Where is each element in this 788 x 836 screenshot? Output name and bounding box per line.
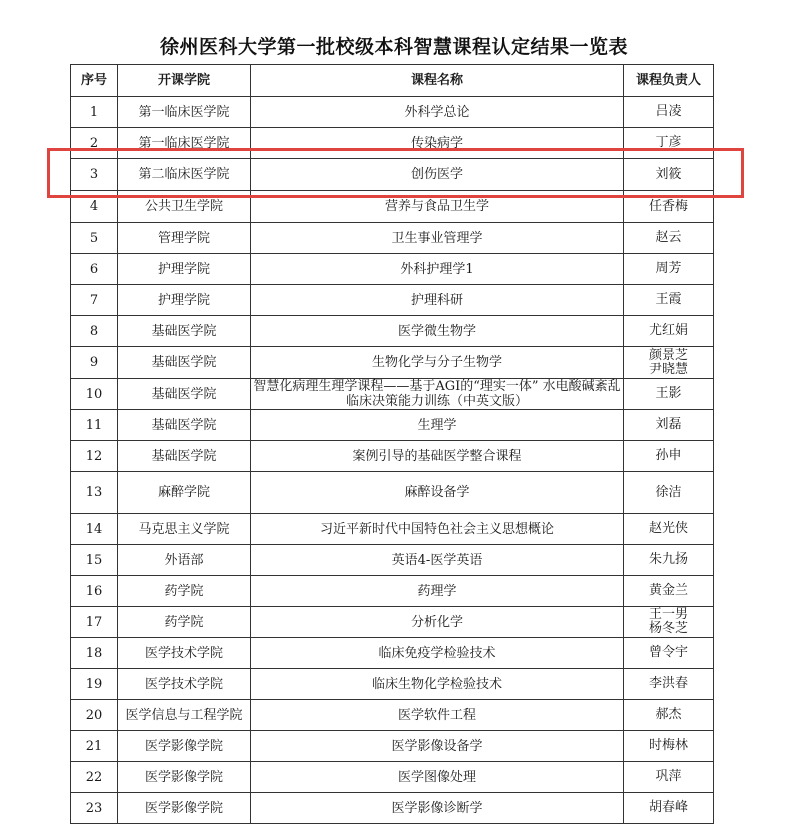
lead-name: 杨冬芝 <box>648 621 688 636</box>
table-row <box>71 128 714 159</box>
cell-course: 外科学总论 <box>251 97 624 128</box>
cell-no: 16 <box>71 576 118 607</box>
cell-school: 基础医学院 <box>118 316 251 347</box>
cell-no: 6 <box>71 254 118 285</box>
cell-school: 第一临床医学院 <box>118 128 251 159</box>
cell-lead <box>624 159 714 191</box>
lead-name: 胡春峰 <box>648 800 688 815</box>
lead-name: 吕凌 <box>655 104 682 119</box>
lead-name: 刘筱 <box>655 166 682 182</box>
table-header-row <box>71 65 714 97</box>
cell-no: 8 <box>71 316 118 347</box>
lead-name: 任香梅 <box>648 198 688 214</box>
table-row <box>71 607 714 638</box>
cell-school: 外语部 <box>118 545 251 576</box>
table-row <box>71 97 714 128</box>
cell-no: 3 <box>71 159 118 191</box>
cell-lead <box>624 638 714 669</box>
cell-no: 10 <box>71 379 118 410</box>
table-row <box>71 285 714 316</box>
cell-course: 生物化学与分子生物学 <box>251 347 624 379</box>
cell-lead <box>624 576 714 607</box>
cell-course: 医学软件工程 <box>251 700 624 731</box>
cell-school: 管理学院 <box>118 223 251 254</box>
lead-name: 巩萍 <box>655 769 682 784</box>
lead-name: 朱九扬 <box>648 552 688 567</box>
table-row <box>71 191 714 223</box>
cell-no: 7 <box>71 285 118 316</box>
cell-lead <box>624 316 714 347</box>
cell-course: 药理学 <box>251 576 624 607</box>
table-row <box>71 638 714 669</box>
lead-name: 曾令宇 <box>648 645 688 660</box>
cell-course: 医学图像处理 <box>251 762 624 793</box>
lead-name: 孙申 <box>655 448 682 463</box>
table-row <box>71 472 714 514</box>
cell-course: 营养与食品卫生学 <box>251 191 624 223</box>
cell-school: 马克思主义学院 <box>118 514 251 545</box>
cell-school: 医学影像学院 <box>118 731 251 762</box>
cell-lead <box>624 731 714 762</box>
cell-course: 医学微生物学 <box>251 316 624 347</box>
cell-school: 基础医学院 <box>118 347 251 379</box>
table-row <box>71 731 714 762</box>
cell-school: 麻醉学院 <box>118 472 251 514</box>
cell-lead <box>624 128 714 159</box>
cell-lead <box>624 545 714 576</box>
table-row <box>71 762 714 793</box>
cell-lead <box>624 514 714 545</box>
table-row <box>71 254 714 285</box>
cell-school: 药学院 <box>118 576 251 607</box>
cell-course: 外科护理学1 <box>251 254 624 285</box>
cell-school: 基础医学院 <box>118 410 251 441</box>
cell-lead <box>624 669 714 700</box>
lead-name: 王影 <box>655 386 682 401</box>
cell-course: 创伤医学 <box>251 159 624 191</box>
lead-name: 丁彦 <box>655 135 682 150</box>
cell-school: 基础医学院 <box>118 379 251 410</box>
table-row <box>71 316 714 347</box>
cell-course: 护理科研 <box>251 285 624 316</box>
table-row <box>71 410 714 441</box>
cell-school: 医学技术学院 <box>118 669 251 700</box>
lead-name: 李洪春 <box>648 676 688 691</box>
cell-school: 护理学院 <box>118 285 251 316</box>
cell-no: 2 <box>71 128 118 159</box>
cell-no: 14 <box>71 514 118 545</box>
lead-name: 尹晓慧 <box>648 361 688 377</box>
lead-name: 时梅林 <box>648 738 688 753</box>
cell-lead <box>624 379 714 410</box>
table-row <box>71 545 714 576</box>
cell-lead <box>624 97 714 128</box>
cell-course: 卫生事业管理学 <box>251 223 624 254</box>
lead-name: 王一男 <box>648 607 688 622</box>
table-row <box>71 514 714 545</box>
cell-school: 药学院 <box>118 607 251 638</box>
lead-name: 赵云 <box>655 230 682 245</box>
cell-lead <box>624 191 714 223</box>
table-row <box>71 223 714 254</box>
cell-school: 医学技术学院 <box>118 638 251 669</box>
lead-name: 尤红娟 <box>648 323 688 338</box>
document-title: 徐州医科大学第一批校级本科智慧课程认定结果一览表 <box>159 36 628 58</box>
cell-lead <box>624 347 714 379</box>
header-school: 开课学院 <box>118 65 251 97</box>
cell-no: 13 <box>71 472 118 514</box>
cell-no: 23 <box>71 793 118 824</box>
table-row <box>71 379 714 410</box>
cell-lead <box>624 410 714 441</box>
table-row <box>71 347 714 379</box>
cell-no: 20 <box>71 700 118 731</box>
lead-name: 颜景芝 <box>648 347 688 363</box>
cell-no: 4 <box>71 191 118 223</box>
lead-name: 徐洁 <box>655 484 682 500</box>
cell-no: 1 <box>71 97 118 128</box>
cell-no: 22 <box>71 762 118 793</box>
cell-school: 医学信息与工程学院 <box>118 700 251 731</box>
table-body <box>71 97 714 824</box>
cell-school: 基础医学院 <box>118 441 251 472</box>
cell-course: 分析化学 <box>251 607 624 638</box>
results-table <box>70 64 714 824</box>
cell-school: 护理学院 <box>118 254 251 285</box>
header-course: 课程名称 <box>251 65 624 97</box>
cell-no: 18 <box>71 638 118 669</box>
cell-no: 9 <box>71 347 118 379</box>
cell-school: 医学影像学院 <box>118 793 251 824</box>
cell-no: 15 <box>71 545 118 576</box>
cell-course: 医学影像设备学 <box>251 731 624 762</box>
lead-name: 黄金兰 <box>648 583 688 598</box>
table-row <box>71 576 714 607</box>
cell-course: 传染病学 <box>251 128 624 159</box>
table-row <box>71 441 714 472</box>
cell-course: 麻醉设备学 <box>251 472 624 514</box>
header-lead: 课程负责人 <box>624 65 714 97</box>
cell-school: 第一临床医学院 <box>118 97 251 128</box>
cell-no: 17 <box>71 607 118 638</box>
lead-name: 周芳 <box>655 261 682 276</box>
cell-lead <box>624 285 714 316</box>
lead-name: 郝杰 <box>655 707 682 722</box>
cell-course: 生理学 <box>251 410 624 441</box>
table-row <box>71 159 714 191</box>
cell-lead <box>624 762 714 793</box>
cell-lead <box>624 793 714 824</box>
header-no: 序号 <box>71 65 118 97</box>
cell-course: 习近平新时代中国特色社会主义思想概论 <box>251 514 624 545</box>
cell-course: 临床生物化学检验技术 <box>251 669 624 700</box>
cell-course: 案例引导的基础医学整合课程 <box>251 441 624 472</box>
cell-course: 医学影像诊断学 <box>251 793 624 824</box>
table-row <box>71 793 714 824</box>
cell-no: 5 <box>71 223 118 254</box>
cell-lead <box>624 223 714 254</box>
lead-name: 赵光侠 <box>648 521 688 536</box>
cell-course: 临床免疫学检验技术 <box>251 638 624 669</box>
lead-name: 王霞 <box>655 292 682 307</box>
cell-no: 11 <box>71 410 118 441</box>
cell-no: 12 <box>71 441 118 472</box>
table-row <box>71 700 714 731</box>
cell-school: 第二临床医学院 <box>118 159 251 191</box>
cell-lead <box>624 472 714 514</box>
cell-no: 19 <box>71 669 118 700</box>
lead-name: 刘磊 <box>655 417 682 432</box>
cell-lead <box>624 254 714 285</box>
cell-lead <box>624 441 714 472</box>
cell-lead <box>624 607 714 638</box>
cell-course: 英语4-医学英语 <box>251 545 624 576</box>
cell-course: 智慧化病理生理学课程——基于AGI的“理实一体” 水电酸碱紊乱临床决策能力训练（中英文版） <box>251 379 624 410</box>
cell-school: 公共卫生学院 <box>118 191 251 223</box>
table-row <box>71 669 714 700</box>
cell-lead <box>624 700 714 731</box>
cell-no: 21 <box>71 731 118 762</box>
cell-school: 医学影像学院 <box>118 762 251 793</box>
